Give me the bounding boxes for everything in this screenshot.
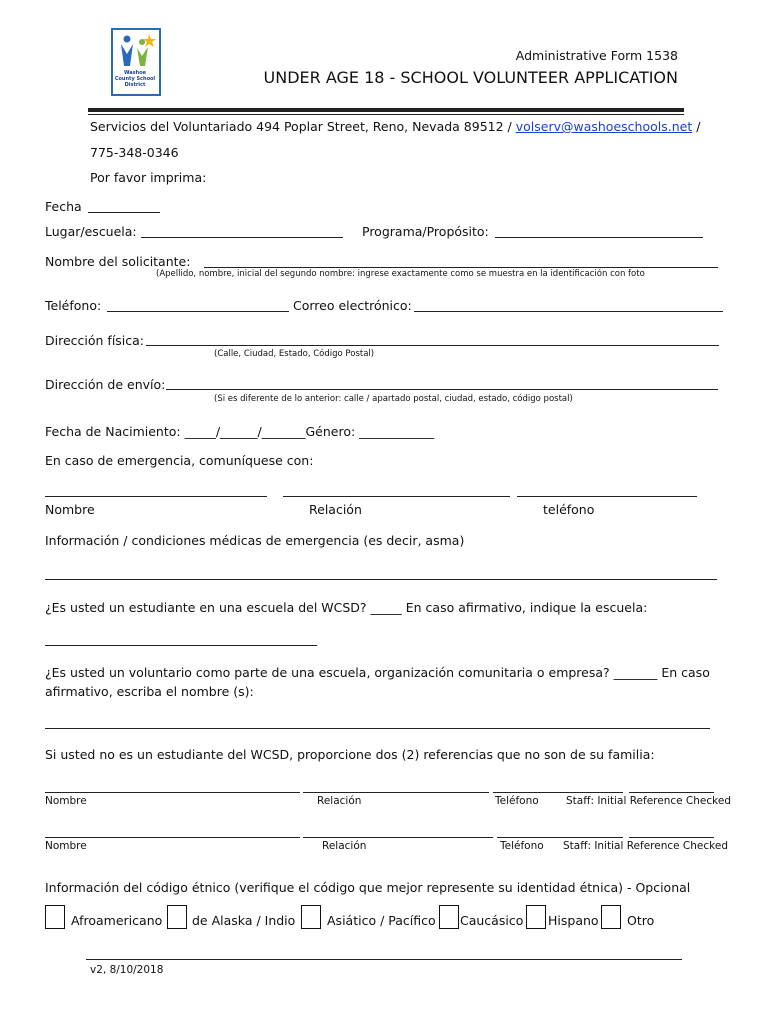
header-rule-thin	[88, 114, 684, 115]
nombre-solicitante-field[interactable]	[204, 267, 718, 268]
option-asiatico-pacifico-label: Asiático / Pacífico	[327, 913, 436, 928]
estudiante-escuela-field[interactable]	[45, 645, 317, 646]
emerg-relacion-field[interactable]	[283, 496, 510, 497]
direccion-envio-hint: (Si es diferente de lo anterior: calle / apartado postal, ciudad, estado, código postal)	[214, 394, 573, 404]
info-medica-label: Información / condiciones médicas de emergencia (es decir, asma)	[45, 533, 465, 548]
lugar-label: Lugar/escuela:	[45, 224, 137, 239]
ethnic-heading: Información del código étnico (verifique el código que mejor represente su identidad étnica) - Opcional	[45, 880, 691, 895]
ref2-relacion-label: Relación	[322, 840, 367, 852]
footer-version: v2, 8/10/2018	[90, 964, 164, 976]
district-logo	[111, 28, 161, 96]
nombre-hint: (Apellido, nombre, inicial del segundo nombre: ingrese exactamente como se muestra en la identificación con foto	[156, 269, 645, 279]
contact-line: Servicios del Voluntariado 494 Poplar Street, Reno, Nevada 89512 / volserv@washoeschools.net /	[90, 119, 701, 134]
ref2-nombre-label: Nombre	[45, 840, 87, 852]
direccion-fisica-field[interactable]	[146, 345, 719, 346]
ref2-relacion-field[interactable]	[303, 837, 493, 838]
emerg-telefono-label: teléfono	[543, 502, 595, 517]
direccion-fisica-label: Dirección física:	[45, 333, 145, 348]
option-caucasico-label: Caucásico	[460, 913, 524, 928]
programa-field[interactable]	[495, 237, 703, 238]
ref1-staff-label: Staff: Initial Reference Checked	[566, 795, 731, 807]
programa-label: Programa/Propósito:	[362, 224, 489, 239]
correo-label: Correo electrónico:	[293, 298, 412, 313]
telefono-field[interactable]	[107, 311, 289, 312]
ref2-staff-field[interactable]	[629, 837, 714, 838]
ref1-telefono-label: Teléfono	[495, 795, 539, 807]
emerg-telefono-field[interactable]	[517, 496, 697, 497]
checkbox-caucasico[interactable]	[439, 905, 459, 929]
option-hispano-label: Hispano	[548, 913, 599, 928]
voluntario-question-line1: ¿Es usted un voluntario como parte de una escuela, organización comunitaria o empresa? _______ En caso	[45, 665, 710, 680]
checkbox-asiatico-pacifico[interactable]	[301, 905, 321, 929]
info-medica-field[interactable]	[45, 579, 717, 580]
direccion-fisica-hint: (Calle, Ciudad, Estado, Código Postal)	[214, 349, 375, 359]
option-otro-label: Otro	[627, 913, 655, 928]
checkbox-afroamericano[interactable]	[45, 905, 65, 929]
page-title: UNDER AGE 18 - SCHOOL VOLUNTEER APPLICATION	[263, 68, 678, 87]
nombre-solicitante-label: Nombre del solicitante:	[45, 254, 191, 269]
checkbox-otro[interactable]	[601, 905, 621, 929]
fecha-nacimiento-genero[interactable]: Fecha de Nacimiento: _____/______/_______Género: ____________	[45, 424, 435, 439]
emergencia-label: En caso de emergencia, comuníquese con:	[45, 453, 314, 468]
logo-figures-icon	[115, 32, 157, 68]
direccion-envio-field[interactable]	[166, 389, 718, 390]
ref2-staff-label: Staff: Initial Reference Checked	[563, 840, 728, 852]
voluntario-question-line2: afirmativo, escriba el nombre (s):	[45, 684, 254, 699]
header-rule-thick	[88, 108, 684, 112]
ref1-staff-field[interactable]	[629, 792, 714, 793]
voluntario-nombre-field[interactable]	[45, 728, 710, 729]
footer-rule	[86, 959, 682, 960]
print-note: Por favor imprima:	[90, 170, 207, 185]
estudiante-wcsd-question: ¿Es usted un estudiante en una escuela del WCSD? _____ En caso afirmativo, indique la escuela:	[45, 600, 648, 615]
correo-field[interactable]	[414, 311, 723, 312]
emerg-relacion-label: Relación	[309, 502, 362, 517]
ref1-relacion-field[interactable]	[303, 792, 489, 793]
email-link[interactable]: volserv@washoeschools.net	[515, 119, 693, 134]
lugar-field[interactable]	[141, 237, 343, 238]
ref1-nombre-field[interactable]	[45, 792, 300, 793]
option-afroamericano-label: Afroamericano	[71, 913, 163, 928]
form-number: Administrative Form 1538	[515, 48, 678, 63]
fecha-label: Fecha	[45, 199, 82, 214]
fecha-field[interactable]	[88, 212, 160, 213]
option-alaska-indio-label: de Alaska / Indio	[192, 913, 296, 928]
referencias-label: Si usted no es un estudiante del WCSD, proporcione dos (2) referencias que no son de su familia:	[45, 747, 655, 762]
contact-phone: 775-348-0346	[90, 145, 179, 160]
logo-text: Washoe County School District	[114, 70, 156, 88]
ref1-nombre-label: Nombre	[45, 795, 87, 807]
ref1-relacion-label: Relación	[317, 795, 362, 807]
emerg-nombre-label: Nombre	[45, 502, 95, 517]
ref2-telefono-field[interactable]	[497, 837, 623, 838]
emerg-nombre-field[interactable]	[45, 496, 267, 497]
direccion-envio-label: Dirección de envío:	[45, 377, 166, 392]
ref2-telefono-label: Teléfono	[500, 840, 544, 852]
ref2-nombre-field[interactable]	[45, 837, 300, 838]
checkbox-alaska-indio[interactable]	[167, 905, 187, 929]
telefono-label: Teléfono:	[45, 298, 102, 313]
checkbox-hispano[interactable]	[526, 905, 546, 929]
ref1-telefono-field[interactable]	[493, 792, 623, 793]
